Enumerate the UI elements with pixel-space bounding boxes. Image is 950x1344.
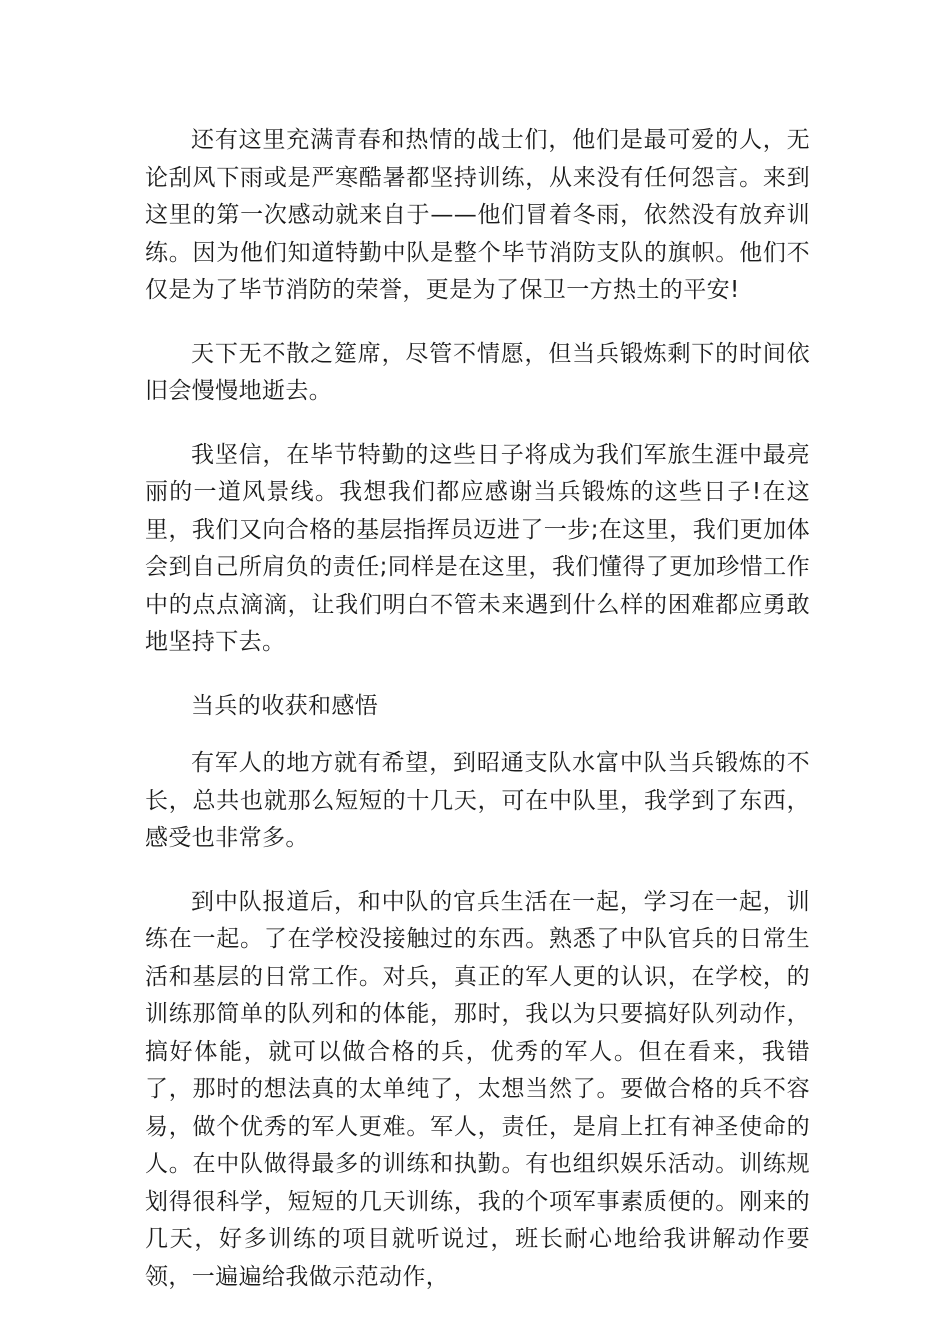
paragraph-5: 到中队报道后，和中队的官兵生活在一起，学习在一起，训练在一起。了在学校没接触过的东西。熟悉了中队官兵的日常生活和基层的日常工作。对兵，真正的军人更的认识，在学校，的训练那简单的队列和的体能，那时，我以为只要搞好队列动作，搞好体能，就可以做合格的兵，优秀的军人。但在看来，我错了，那时的想法真的太单纯了，太想当然了。要做合格的兵不容易，做个优秀的军人更难。军人，责任，是肩上扛有神圣使命的人。在中队做得最多的训练和执勤。有也组织娱乐活动。训练规划得很科学，短短的几天训练，我的个项军事素质便的。刚来的几天，好多训练的项目就听说过，班长耐心地给我讲解动作要领，一遍遍给我做示范动作，	[145, 888, 810, 1290]
paragraph-gap	[145, 725, 810, 745]
paragraph-gap	[145, 310, 810, 336]
paragraph-2: 天下无不散之筵席，尽管不情愿，但当兵锻炼剩下的时间依旧会慢慢地逝去。	[145, 340, 810, 404]
section-heading: 当兵的收获和感悟	[191, 692, 379, 719]
paragraph-1: 还有这里充满青春和热情的战士们，他们是最可爱的人，无论刮风下雨或是严寒酷暑都坚持训练，从来没有任何怨言。来到这里的第一次感动就来自于——他们冒着冬雨，依然没有放弃训练。因为他们知道特勤中队是整个毕节消防支队的旗帜。他们不仅是为了毕节消防的荣誉，更是为了保卫一方热土的平安!	[145, 127, 810, 303]
paragraph-3: 我坚信，在毕节特勤的这些日子将成为我们军旅生涯中最亮丽的一道风景线。我想我们都应感谢当兵锻炼的这些日子!在这里，我们又向合格的基层指挥员迈进了一步;在这里，我们更加体会到自己所肩负的责任;同样是在这里，我们懂得了更加珍惜工作中的点点滴滴，让我们明白不管未来遇到什么样的困难都应勇敢地坚持下去。	[145, 441, 810, 655]
paragraph-gap	[145, 662, 810, 688]
paragraph-gap	[145, 411, 810, 437]
paragraph-4: 有军人的地方就有希望，到昭通支队水富中队当兵锻炼的不长，总共也就那么短短的十几天，可在中队里，我学到了东西，感受也非常多。	[145, 750, 810, 851]
paragraph-gap	[145, 858, 810, 884]
document-body	[145, 122, 810, 1296]
